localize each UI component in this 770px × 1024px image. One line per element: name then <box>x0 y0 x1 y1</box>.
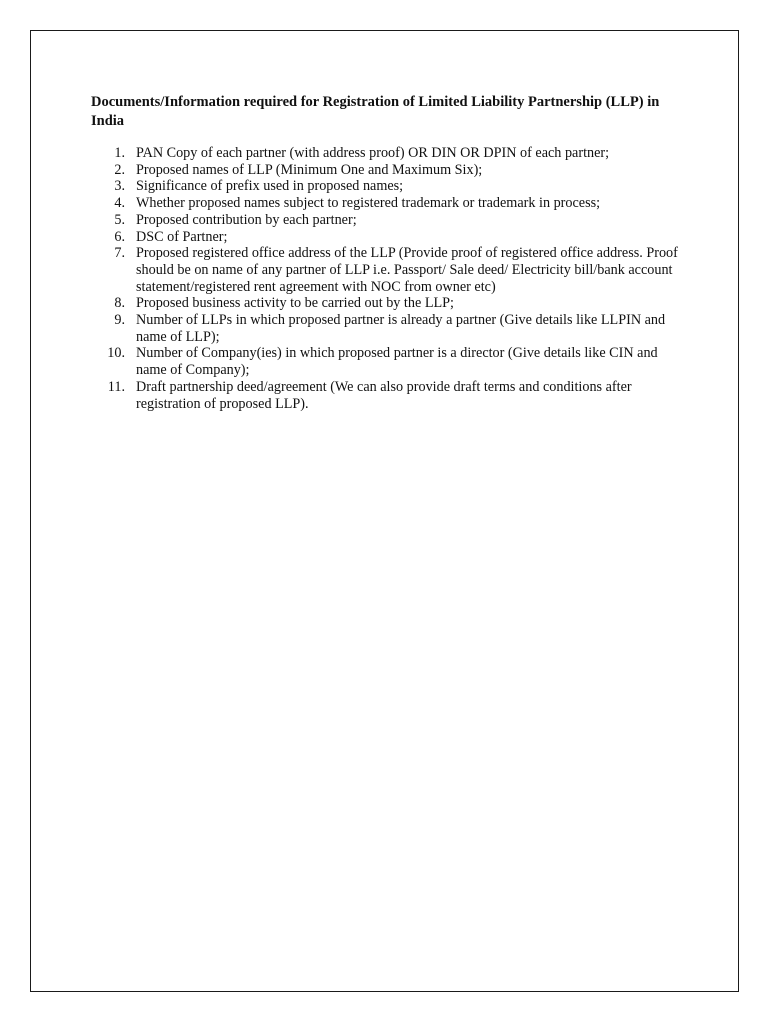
document-content <box>91 93 691 412</box>
list-item-number: 4. <box>114 195 125 212</box>
list-item-text: Whether proposed names subject to registered trademark or trademark in process; <box>136 195 601 212</box>
list-item <box>91 212 691 229</box>
list-item-number: 3. <box>114 178 125 195</box>
list-item-number: 2. <box>114 161 125 178</box>
list-item-number: 6. <box>114 228 125 245</box>
list-item-text: Proposed registered office address of the LLP (Provide proof of registered office address. Proof should be on name of any partner of LLP i.e. Passport/ Sale deed/ Electricity bill/bank account statement/registered rent agreement with NOC from owner etc) <box>136 245 678 295</box>
list-item <box>91 195 691 212</box>
list-item <box>91 312 691 345</box>
document-page <box>30 30 739 992</box>
list-item-text: Number of Company(ies) in which proposed partner is a director (Give details like CIN and name of Company); <box>136 345 658 379</box>
list-item-text: Significance of prefix used in proposed names; <box>136 178 404 195</box>
list-item-number: 5. <box>114 211 125 228</box>
list-item <box>91 229 691 246</box>
list-item-text: Number of LLPs in which proposed partner is already a partner (Give details like LLPIN and name of LLP); <box>136 312 666 345</box>
document-title: Documents/Information required for Registration of Limited Liability Partnership (LLP) in India <box>91 94 660 129</box>
list-item-number: 1. <box>114 145 125 161</box>
list-item <box>91 379 691 412</box>
list-item-text: Proposed business activity to be carried out by the LLP; <box>136 295 454 312</box>
list-item-number: 9. <box>114 312 125 329</box>
list-item <box>91 145 691 162</box>
list-item <box>91 295 691 312</box>
list-item <box>91 162 691 179</box>
list-item-text: Draft partnership deed/agreement (We can also provide draft terms and conditions after registration of proposed LLP). <box>136 378 632 412</box>
list-item-number: 11. <box>107 378 125 395</box>
requirements-list <box>91 145 691 412</box>
list-item-text: Proposed names of LLP (Minimum One and Maximum Six); <box>136 161 483 178</box>
list-item-number: 8. <box>114 295 125 312</box>
list-item-text: DSC of Partner; <box>136 228 228 245</box>
list-item <box>91 345 691 378</box>
list-item-number: 10. <box>107 345 125 362</box>
list-item-text: PAN Copy of each partner (with address proof) OR DIN OR DPIN of each partner; <box>136 145 610 161</box>
list-item-text: Proposed contribution by each partner; <box>136 211 357 228</box>
list-item <box>91 178 691 195</box>
list-item-number: 7. <box>114 245 125 262</box>
list-item <box>91 245 691 295</box>
